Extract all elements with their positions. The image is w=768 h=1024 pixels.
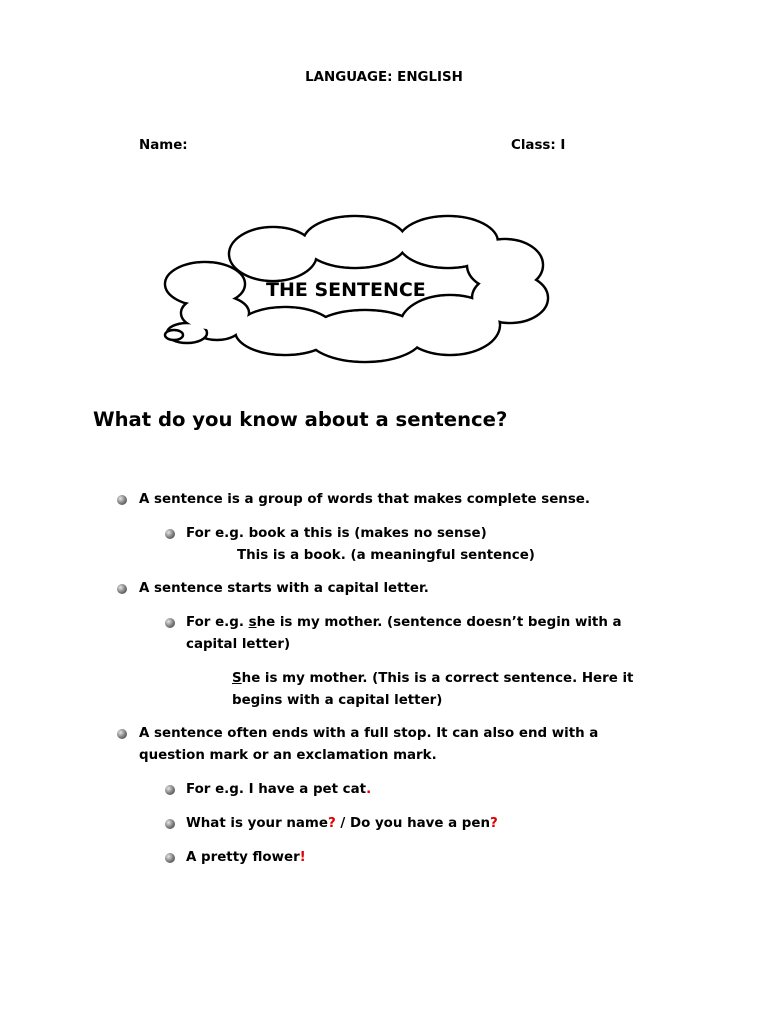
example-rest: he is my mother. (sentence doesn’t begin with a [256,615,622,630]
point-3-line-2: question mark or an exclamation mark. [139,748,437,763]
point-3-example-1 [186,780,371,800]
language-heading: LANGUAGE: ENGLISH [305,70,463,85]
bullet-icon [165,785,175,795]
cloud-title: THE SENTENCE [266,279,426,301]
capital-letter: S [232,671,242,686]
example-text: What is your name [186,816,328,831]
example-rest: he is my mother. (This is a correct sentence. Here it [241,671,634,686]
point-2-example-2-line-2: begins with a capital letter) [232,693,443,708]
bullet-icon [117,495,127,505]
question-mark: ? [327,816,336,831]
name-label: Name: [139,138,188,153]
example-text: / Do you have a pen [335,816,491,831]
bullet-icon [165,853,175,863]
bullet-icon [117,729,127,739]
class-label: Class: I [511,138,566,153]
point-1-text: A sentence is a group of words that makes complete sense. [139,492,590,507]
point-2-example-2 [232,669,633,689]
point-2-example-1-line-2: capital letter) [186,637,291,652]
point-1-example-line-1: For e.g. book a this is (makes no sense) [186,526,487,541]
point-2-text: A sentence starts with a capital letter. [139,581,429,596]
bullet-icon [165,529,175,539]
point-3-line-1: A sentence often ends with a full stop. It can also end with a [139,726,599,741]
exclamation-mark: ! [299,850,306,865]
example-prefix: For e.g. [186,615,249,630]
point-1-example-line-2: This is a book. (a meaningful sentence) [237,548,535,563]
point-3-example-3 [186,848,306,868]
point-3-example-2 [186,814,498,834]
bullet-icon [117,584,127,594]
bullet-icon [165,618,175,628]
full-stop-mark: . [366,782,372,797]
example-text: A pretty flower [186,850,300,865]
question-mark: ? [490,816,498,831]
main-question: What do you know about a sentence? [93,408,508,431]
point-2-example-1 [186,613,622,633]
example-text: For e.g. I have a pet cat [186,782,367,797]
lowercase-letter: s [248,615,257,630]
bullet-icon [165,819,175,829]
